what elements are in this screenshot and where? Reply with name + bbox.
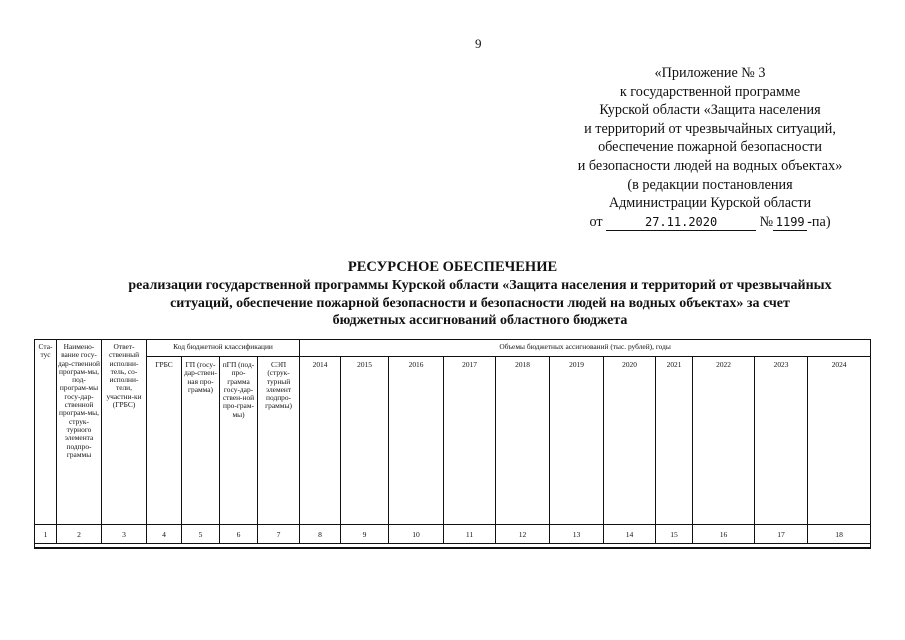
- header-year: 2024: [808, 357, 871, 525]
- column-number: 3: [102, 525, 147, 544]
- document-subtitle: [80, 277, 880, 330]
- column-number: 13: [550, 525, 604, 544]
- column-number: 11: [444, 525, 496, 544]
- header-year: 2018: [496, 357, 550, 525]
- decree-number: 1199: [773, 215, 807, 231]
- appendix-line: к государственной программе: [619, 83, 801, 100]
- header-gp: ГП (госу-дар-ствен-ная про-грамма): [182, 357, 220, 525]
- table-bottom-edge: [35, 544, 871, 549]
- number-prefix: №: [759, 213, 774, 230]
- header-pgp: пГП (под-про-грамма госу-дар-ствен-ной про-грам-мы): [220, 357, 258, 525]
- decree-date: 27.11.2020: [606, 215, 756, 231]
- header-year: 2023: [755, 357, 808, 525]
- appendix-line: Курской области «Защита населения: [599, 102, 821, 119]
- document-title: РЕСУРСНОЕ ОБЕСПЕЧЕНИЕ: [347, 259, 558, 275]
- column-number: 8: [300, 525, 341, 544]
- header-year: 2016: [389, 357, 444, 525]
- date-prefix: от: [589, 213, 603, 230]
- header-year: 2022: [693, 357, 755, 525]
- decree-suffix: -па): [807, 213, 831, 230]
- column-number: 10: [389, 525, 444, 544]
- appendix-line: (в редакции постановления: [627, 176, 793, 193]
- column-number: 15: [656, 525, 693, 544]
- resource-table: [34, 339, 871, 549]
- header-grbs: ГРБС: [147, 357, 182, 525]
- subtitle-line: бюджетных ассигнований областного бюджета: [332, 313, 628, 328]
- column-number: 1: [35, 525, 57, 544]
- header-year: 2019: [550, 357, 604, 525]
- appendix-line: Администрации Курской области: [608, 195, 812, 212]
- appendix-line: «Приложение № 3: [654, 65, 766, 81]
- column-numbers-row: [35, 525, 871, 544]
- subtitle-line: реализации государственной программы Курской области «Защита населения и территорий от чрезвычайных: [128, 278, 832, 293]
- header-sep: СЭП (струк-турный элемент подпро-граммы): [258, 357, 300, 525]
- column-number: 14: [604, 525, 656, 544]
- decree-line: [560, 213, 860, 232]
- header-volumes-group: Объемы бюджетных ассигнований (тыс. рублей), годы: [300, 340, 871, 357]
- column-number: 16: [693, 525, 755, 544]
- column-number: 2: [57, 525, 102, 544]
- column-number: 5: [182, 525, 220, 544]
- header-name: Наимено-вание госу-дар-ственной програм-мы, под-програм-мы госу-дар-ственной програм-мы, струк-турного элемента подпро-граммы: [57, 340, 102, 525]
- subtitle-line: ситуаций, обеспечение пожарной безопасности и безопасности людей на водных объектах» за счет: [170, 295, 790, 311]
- appendix-block: [560, 64, 860, 231]
- column-number: 18: [808, 525, 871, 544]
- column-number: 6: [220, 525, 258, 544]
- header-year: 2017: [444, 357, 496, 525]
- column-number: 9: [341, 525, 389, 544]
- header-year: 2015: [341, 357, 389, 525]
- appendix-line: и безопасности людей на водных объектах»: [577, 157, 843, 174]
- column-number: 7: [258, 525, 300, 544]
- header-year: 2020: [604, 357, 656, 525]
- column-number: 12: [496, 525, 550, 544]
- appendix-line: и территорий от чрезвычайных ситуаций,: [584, 120, 836, 137]
- header-year: 2014: [300, 357, 341, 525]
- header-status: Ста-тус: [35, 340, 57, 525]
- header-year: 2021: [656, 357, 693, 525]
- column-number: 17: [755, 525, 808, 544]
- page-number: 9: [475, 36, 482, 51]
- column-number: 4: [147, 525, 182, 544]
- appendix-line: обеспечение пожарной безопасности: [598, 139, 822, 156]
- header-executor: Ответ-ственный исполни-тель, со-исполни-тели, участни-ки (ГРБС): [102, 340, 147, 525]
- table-bottom-cell: [35, 544, 871, 549]
- header-budget-code-group: Код бюджетной классификации: [147, 340, 300, 357]
